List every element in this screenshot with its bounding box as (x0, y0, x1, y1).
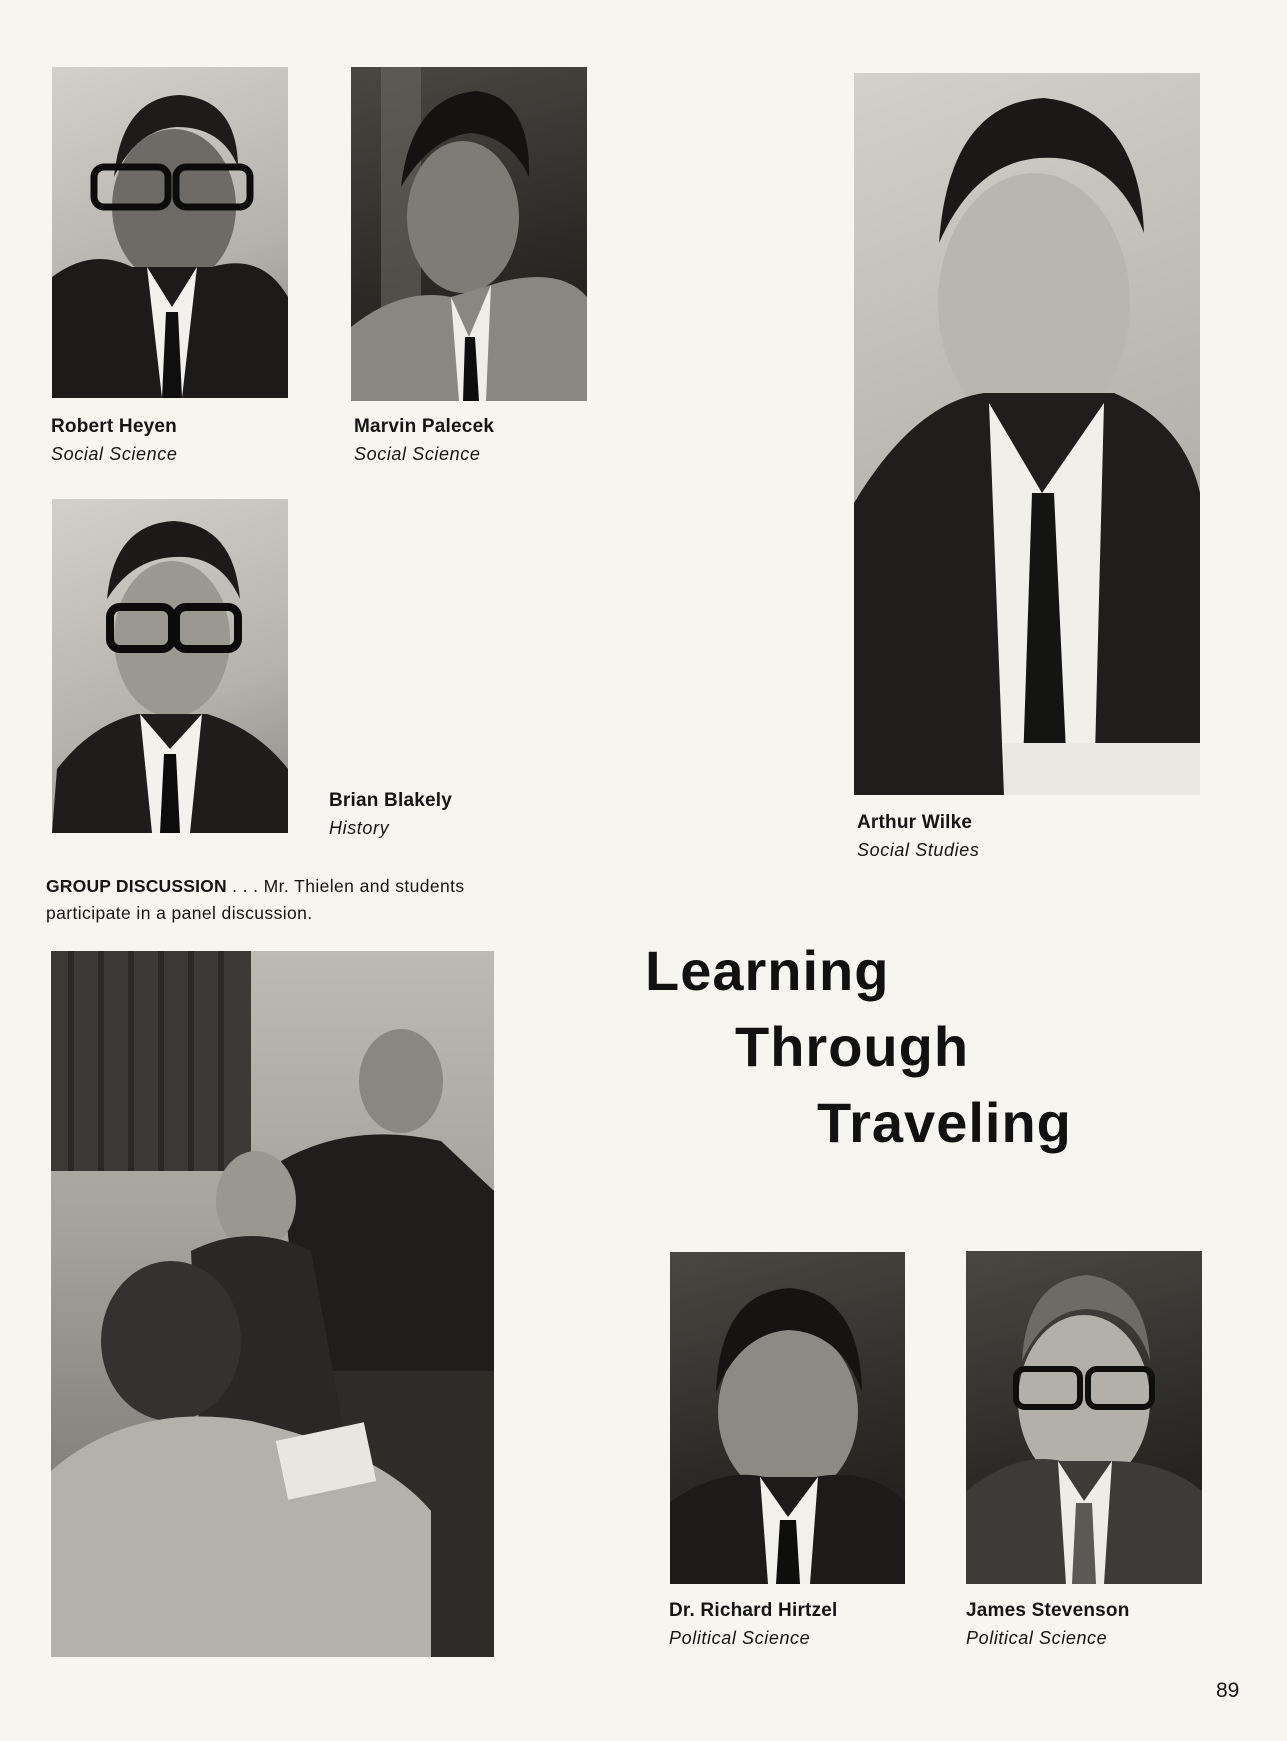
caption-richard-hirtzel (669, 1600, 838, 1649)
caption-text: . . . Mr. Thielen and students participate in a panel discussion. (46, 876, 465, 923)
portrait-photo-james-stevenson (966, 1251, 1202, 1584)
faculty-name: Marvin Palecek (354, 416, 495, 437)
caption-lead: GROUP DISCUSSION (46, 876, 227, 896)
caption-arthur-wilke (857, 812, 979, 861)
headline-line-2: Through (735, 1015, 970, 1078)
caption-brian-blakely (329, 790, 452, 839)
caption-marvin-palecek (354, 416, 494, 465)
headline-line-3: Traveling (817, 1091, 1072, 1154)
faculty-name: Robert Heyen (51, 416, 177, 437)
group-discussion-photo (51, 951, 494, 1657)
portrait-photo-robert-heyen (52, 67, 288, 398)
group-discussion-caption (46, 873, 506, 927)
headline-line-1: Learning (645, 939, 890, 1002)
page-number: 89 (1216, 1679, 1240, 1702)
portrait-photo-brian-blakely (52, 499, 288, 833)
faculty-department: Social Science (354, 443, 481, 464)
faculty-department: History (329, 817, 390, 838)
faculty-department: Social Studies (857, 839, 980, 860)
faculty-department: Social Science (51, 443, 178, 464)
faculty-name: Brian Blakely (329, 790, 452, 811)
faculty-name: Arthur Wilke (857, 812, 973, 833)
faculty-name: Dr. Richard Hirtzel (669, 1600, 838, 1621)
faculty-name: James Stevenson (966, 1600, 1130, 1621)
faculty-department: Political Science (669, 1627, 811, 1648)
portrait-photo-richard-hirtzel (670, 1252, 905, 1584)
faculty-department: Political Science (966, 1627, 1108, 1648)
portrait-photo-arthur-wilke (854, 73, 1200, 795)
portrait-photo-marvin-palecek (351, 67, 587, 401)
caption-robert-heyen (51, 416, 177, 465)
caption-james-stevenson (966, 1600, 1130, 1649)
